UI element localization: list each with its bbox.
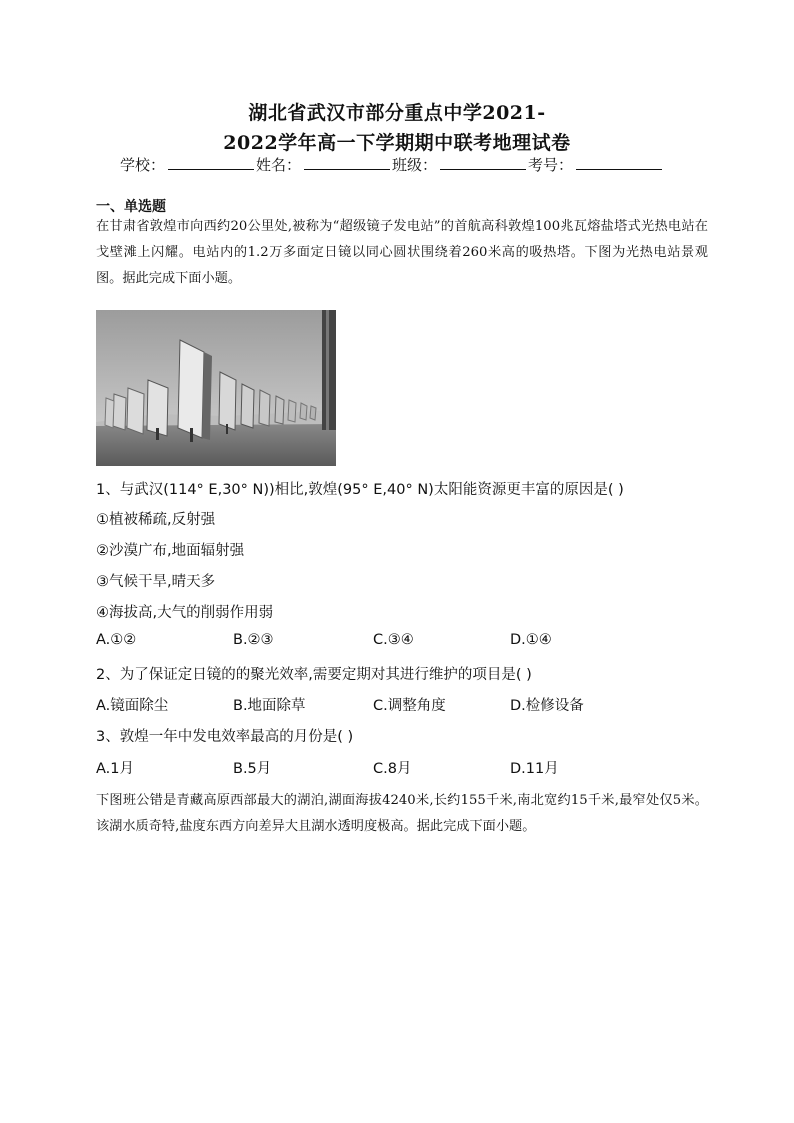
q2-option-a[interactable]: A.镜面除尘 xyxy=(96,698,169,714)
question-1-stem: 1、与武汉(114° E,30° N))相比,敦煌(95° E,40° N)太阳能资源更丰富的原因是( ) xyxy=(96,482,624,498)
q3-option-d[interactable]: D.11月 xyxy=(510,761,559,777)
q1-option-b[interactable]: B.②③ xyxy=(233,632,274,648)
q1-option-d[interactable]: D.①④ xyxy=(510,632,552,648)
intro-paragraph-1: 在甘肃省敦煌市向西约20公里处,被称为“超级镜子发电站”的首航高科敦煌100兆瓦熔盐塔式光热电站在戈壁滩上闪耀。电站内的1.2万多面定日镜以同心圆状围绕着260米高的吸热塔。下图为光热电站景观图。据此完成下面小题。 xyxy=(96,219,708,286)
q1-item-3: ③气候干旱,晴天多 xyxy=(96,574,216,590)
intro-paragraph-2: 下图班公错是青藏高原西部最大的湖泊,湖面海拔4240米,长约155千米,南北宽约15千米,最窄处仅5米。该湖水质奇特,盐度东西方向差异大且湖水透明度极高。据此完成下面小题。 xyxy=(96,793,708,834)
question-2-stem: 2、为了保证定日镜的的聚光效率,需要定期对其进行维护的项目是( ) xyxy=(96,667,532,683)
question-3-stem: 3、敦煌一年中发电效率最高的月份是( ) xyxy=(96,729,354,745)
q1-option-a[interactable]: A.①② xyxy=(96,632,137,648)
section-heading: 一、单选题 xyxy=(96,199,166,215)
q2-option-c[interactable]: C.调整角度 xyxy=(373,698,446,714)
q3-option-a[interactable]: A.1月 xyxy=(96,761,134,777)
student-info-row xyxy=(120,154,664,175)
class-blank xyxy=(440,155,526,170)
q1-item-2: ②沙漠广布,地面辐射强 xyxy=(96,543,245,559)
q2-option-b[interactable]: B.地面除草 xyxy=(233,698,306,714)
exam-no-label: 考号： xyxy=(528,156,574,174)
q3-option-b[interactable]: B.5月 xyxy=(233,761,272,777)
q1-option-c[interactable]: C.③④ xyxy=(373,632,414,648)
name-blank xyxy=(304,155,390,170)
exam-no-blank xyxy=(576,155,662,170)
solar-plant-photo xyxy=(96,310,336,466)
exam-title-line1: 湖北省武汉市部分重点中学2021- xyxy=(248,102,546,124)
q1-item-4: ④海拔高,大气的削弱作用弱 xyxy=(96,605,274,621)
school-label: 学校： xyxy=(120,156,166,174)
exam-title-line2: 2022学年高一下学期期中联考地理试卷 xyxy=(223,132,571,154)
school-blank xyxy=(168,155,254,170)
q2-option-d[interactable]: D.检修设备 xyxy=(510,698,584,714)
q3-option-c[interactable]: C.8月 xyxy=(373,761,412,777)
name-label: 姓名： xyxy=(256,156,302,174)
class-label: 班级： xyxy=(392,156,438,174)
q1-item-1: ①植被稀疏,反射强 xyxy=(96,512,216,528)
